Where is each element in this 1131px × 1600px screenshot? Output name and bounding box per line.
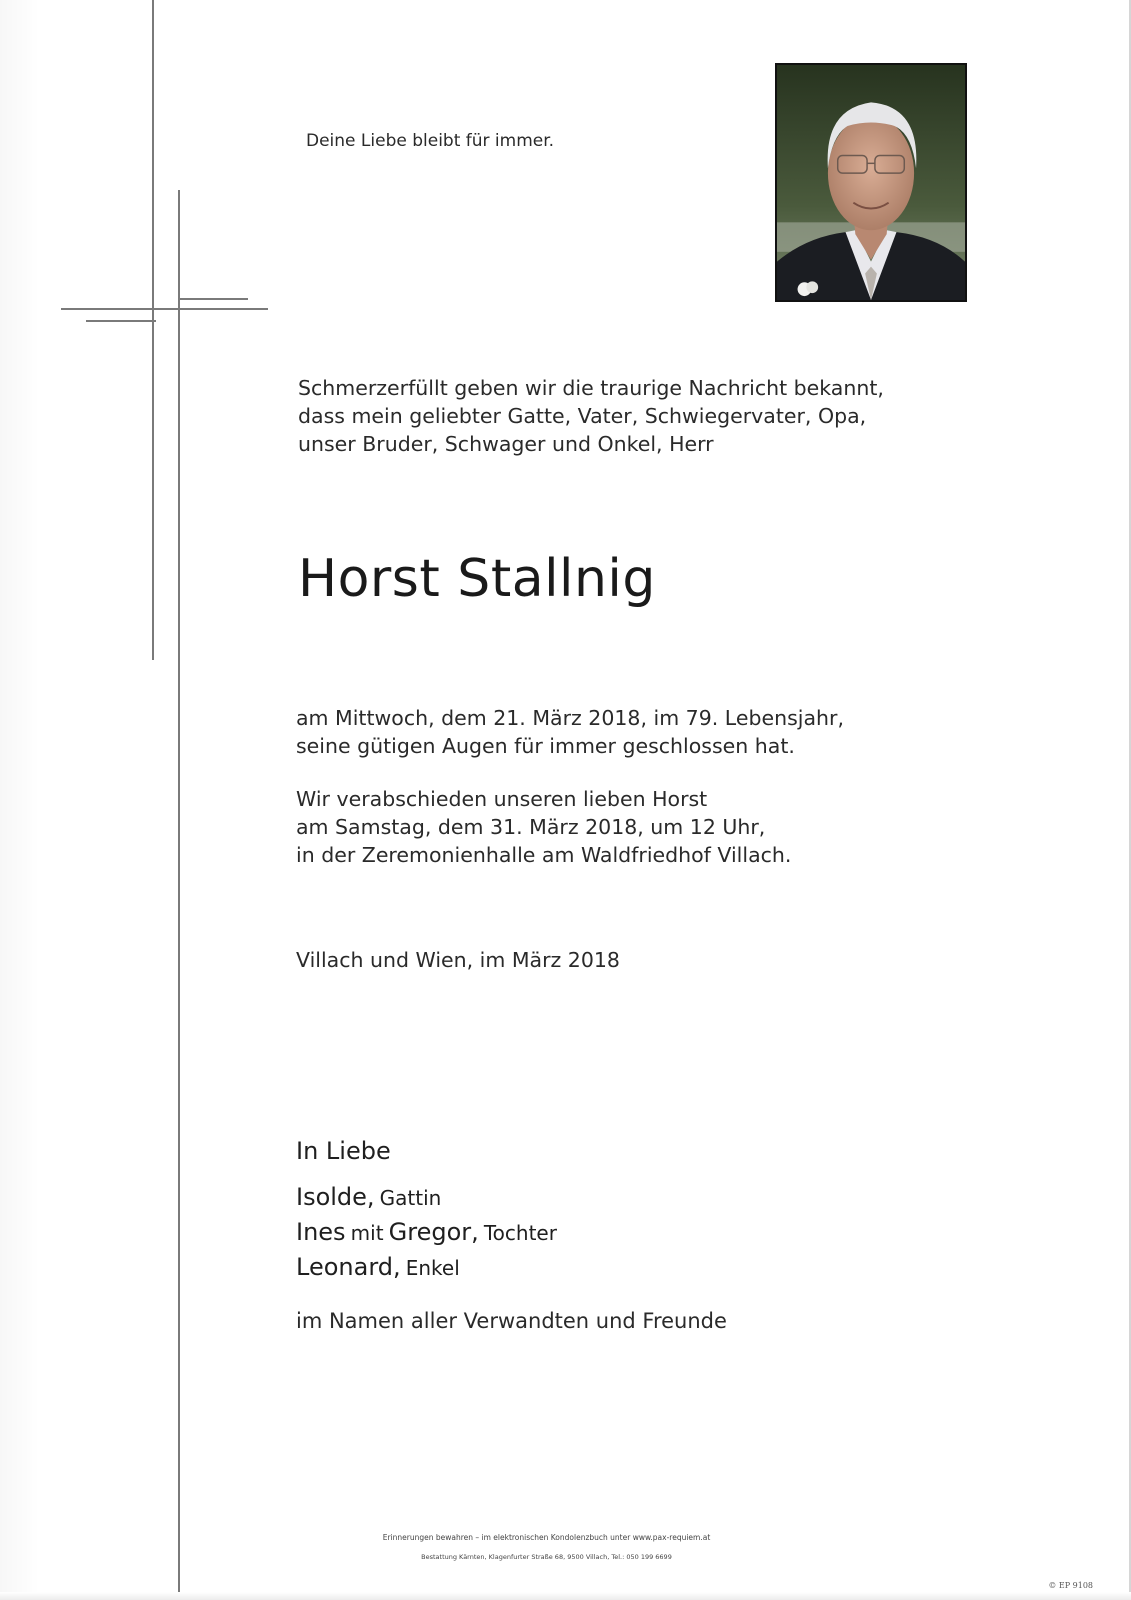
family-member-name: Ines bbox=[296, 1218, 346, 1246]
intro-paragraph bbox=[298, 374, 884, 458]
portrait-illustration bbox=[777, 65, 965, 300]
death-paragraph bbox=[296, 704, 844, 760]
cross-horizontal-short bbox=[178, 298, 248, 300]
footer-condolence-note: Erinnerungen bewahren – im elektronischen Kondolenzbuch unter www.pax-requiem.at bbox=[382, 1533, 711, 1542]
intro-line: Schmerzerfüllt geben wir die traurige Nachricht bekannt, bbox=[298, 376, 884, 400]
family-member-relation: Enkel bbox=[405, 1256, 460, 1280]
in-love-heading: In Liebe bbox=[296, 1137, 391, 1165]
family-member bbox=[296, 1181, 557, 1216]
footer-funeral-home: Bestattung Kärnten, Klagenfurter Straße 68, 9500 Villach, Tel.: 050 199 6699 bbox=[421, 1553, 672, 1561]
intro-line: dass mein geliebter Gatte, Vater, Schwiegervater, Opa, bbox=[298, 404, 867, 428]
farewell-line: in der Zeremonienhalle am Waldfriedhof Villach. bbox=[296, 843, 792, 867]
motto: Deine Liebe bleibt für immer. bbox=[306, 131, 555, 151]
death-line: am Mittwoch, dem 21. März 2018, im 79. Lebensjahr, bbox=[296, 706, 844, 730]
family-member bbox=[296, 1216, 557, 1251]
portrait-photo bbox=[775, 63, 967, 302]
place-date: Villach und Wien, im März 2018 bbox=[296, 948, 620, 972]
closing-line: im Namen aller Verwandten und Freunde bbox=[296, 1309, 727, 1333]
family-member-name: Leonard, bbox=[296, 1253, 401, 1281]
intro-line: unser Bruder, Schwager und Onkel, Herr bbox=[298, 432, 714, 456]
cross-vertical-right bbox=[178, 190, 180, 1600]
farewell-line: Wir verabschieden unseren lieben Horst bbox=[296, 787, 708, 811]
cross-vertical-left bbox=[152, 0, 154, 660]
family-member bbox=[296, 1251, 557, 1286]
scan-edge bbox=[0, 1592, 1131, 1600]
cross-horizontal-lower bbox=[86, 320, 156, 322]
farewell-line: am Samstag, dem 31. März 2018, um 12 Uhr, bbox=[296, 815, 766, 839]
family-list bbox=[296, 1181, 557, 1286]
farewell-paragraph bbox=[296, 785, 791, 869]
deceased-name: Horst Stallnig bbox=[298, 549, 656, 609]
death-line: seine gütigen Augen für immer geschlossen hat. bbox=[296, 734, 795, 758]
family-member-relation: Gattin bbox=[379, 1186, 442, 1210]
family-member-name: Isolde, bbox=[296, 1183, 375, 1211]
family-member-connector: mit bbox=[350, 1221, 384, 1245]
family-member-name: Gregor, bbox=[388, 1218, 479, 1246]
print-code: © EP 9108 bbox=[1048, 1581, 1093, 1590]
family-member-relation: Tochter bbox=[483, 1221, 557, 1245]
cross-horizontal-upper bbox=[61, 308, 268, 310]
